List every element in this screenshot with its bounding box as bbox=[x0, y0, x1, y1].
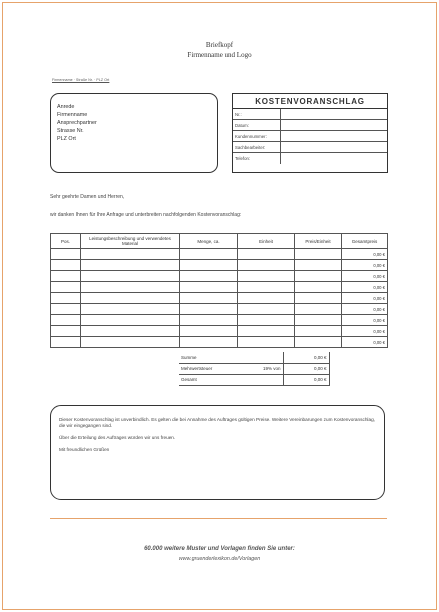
col-header-total: Gesamtpreis bbox=[342, 234, 388, 249]
row-amount: 0,00 € bbox=[342, 271, 388, 282]
totals-row-vat bbox=[179, 363, 329, 374]
table-row bbox=[51, 293, 388, 304]
closing-box bbox=[50, 405, 385, 500]
address-line: Ansprechpartner bbox=[57, 120, 97, 126]
quote-field-label: Datum: bbox=[233, 120, 281, 130]
promo-link[interactable]: www.gruenderlexikon.de/Vorlagen bbox=[178, 556, 261, 562]
table-row bbox=[51, 282, 388, 293]
table-row bbox=[51, 249, 388, 260]
greeting: Sehr geehrte Damen und Herren, bbox=[50, 194, 125, 200]
quote-field-label: Kundennummer: bbox=[233, 131, 281, 141]
table-row bbox=[51, 337, 388, 348]
promo-text: 60.000 weitere Muster und Vorlagen finden Sie unter: bbox=[144, 546, 295, 552]
divider bbox=[50, 518, 387, 519]
quote-field-row bbox=[233, 120, 387, 131]
row-amount: 0,00 € bbox=[342, 315, 388, 326]
quote-title: KOSTENVORANSCHLAG bbox=[233, 94, 387, 109]
totals-table bbox=[179, 352, 330, 386]
col-header-description: Leistungsbeschreibung und verwendetes Material bbox=[81, 234, 180, 249]
row-amount: 0,00 € bbox=[342, 304, 388, 315]
row-amount: 0,00 € bbox=[342, 337, 388, 348]
total-label: Gesamt bbox=[179, 374, 236, 385]
table-row bbox=[51, 304, 388, 315]
closing-text: Über die Erteilung des Auftrages würden wir uns freuen. bbox=[59, 435, 176, 440]
totals-row-sum bbox=[179, 352, 329, 363]
col-header-unit-price: Preis/Einheit bbox=[295, 234, 342, 249]
intro-text: wir danken Ihnen für Ihre Anfrage und unterbreiten nachfolgenden Kostenvoranschlag: bbox=[50, 212, 242, 218]
table-row bbox=[51, 315, 388, 326]
quote-field-row bbox=[233, 131, 387, 142]
address-line: Strasse Nr. bbox=[57, 128, 84, 134]
quote-field-row bbox=[233, 153, 387, 164]
address-line: Firmenname bbox=[57, 112, 88, 118]
sender-line: Firmenname · Straße Nr. · PLZ Ort bbox=[52, 78, 110, 82]
address-box bbox=[50, 93, 218, 173]
address-line: Anrede bbox=[57, 104, 75, 110]
row-amount: 0,00 € bbox=[342, 260, 388, 271]
table-row bbox=[51, 260, 388, 271]
row-amount: 0,00 € bbox=[342, 293, 388, 304]
sum-label: Summe bbox=[179, 352, 236, 363]
table-row bbox=[51, 326, 388, 337]
table-row bbox=[51, 271, 388, 282]
quote-field-row bbox=[233, 109, 387, 120]
letterhead-title: Briefkopf bbox=[205, 41, 234, 49]
vat-label: Mehrwertsteuer bbox=[179, 363, 236, 374]
quote-info-box bbox=[232, 93, 388, 173]
letterhead-subtitle: Firmenname und Logo bbox=[187, 51, 252, 59]
sum-value: 0,00 € bbox=[283, 352, 329, 363]
row-amount: 0,00 € bbox=[342, 249, 388, 260]
quote-field-label: Nr.: bbox=[233, 109, 281, 119]
quote-table bbox=[50, 233, 388, 348]
col-header-quantity: Menge, ca. bbox=[180, 234, 238, 249]
quote-field-label: Telefon: bbox=[233, 153, 281, 164]
table-header-row bbox=[51, 234, 388, 249]
disclaimer-text: Dieser Kostenvoranschlag ist unverbindlich. Es gelten die bei Annahme des Auftrages gültigen Preise. Weitere Vereinbarungen zum Kostenvoranschlag, die wir eingegangen sind. bbox=[59, 417, 375, 428]
vat-rate: 19% von bbox=[236, 363, 283, 374]
signoff-text: Mit freundlichen Grüßen bbox=[59, 447, 110, 452]
row-amount: 0,00 € bbox=[342, 282, 388, 293]
total-value: 0,00 € bbox=[283, 374, 329, 385]
col-header-pos: Pos. bbox=[51, 234, 81, 249]
letterhead bbox=[0, 40, 439, 60]
row-amount: 0,00 € bbox=[342, 326, 388, 337]
address-line: PLZ Ort bbox=[57, 136, 76, 142]
vat-value: 0,00 € bbox=[283, 363, 329, 374]
quote-field-row bbox=[233, 142, 387, 153]
totals-row-total bbox=[179, 374, 329, 385]
col-header-unit: Einheit bbox=[238, 234, 295, 249]
quote-field-label: Sachbearbeiter: bbox=[233, 142, 281, 152]
